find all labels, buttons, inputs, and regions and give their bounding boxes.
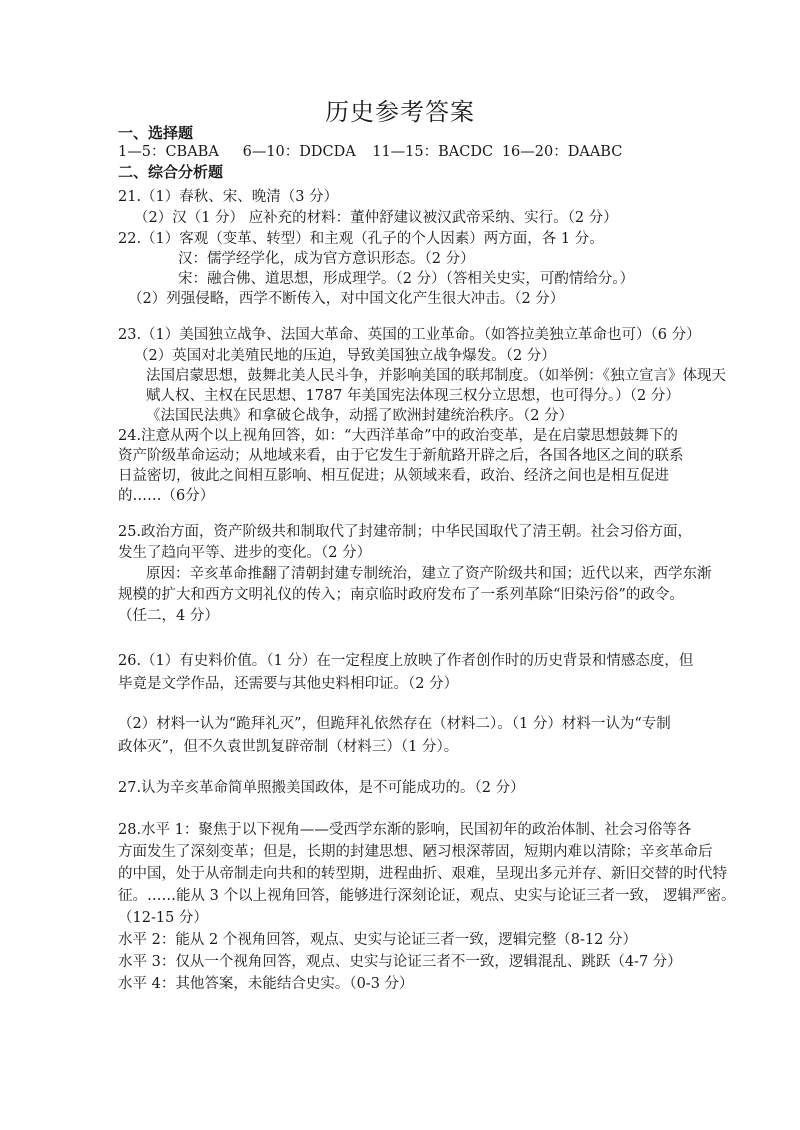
answer-line: 的中国，处于从帝制走向共和的转型期，进程曲折、艰难，呈现出多元并存、新旧交替的时代特 — [118, 866, 727, 882]
answer-line: 宋：融合佛、道思想，形成理学。（2 分）（答相关史实，可酌情给分。） — [178, 271, 635, 287]
answer-line: （2）列强侵略，西学不断传入，对中国文化产生很大冲击。（2 分） — [128, 291, 565, 307]
section-heading-choice: 一、选择题 — [118, 124, 194, 142]
answer-line: 28.水平 1：聚焦于以下视角——受西学东渐的影响，民国初年的政治体制、社会习俗等各 — [118, 822, 692, 838]
answer-line: （2）英国对北美殖民地的压迫，导致美国独立战争爆发。（2 分） — [134, 348, 556, 364]
answer-line: 发生了趋向平等、进步的变化。（2 分） — [118, 545, 372, 561]
answer-line: 赋人权、主权在民思想、1787 年美国宪法体现三权分立思想，也可得分。）（2 分） — [146, 388, 680, 404]
answer-line: 25.政治方面，资产阶级共和制取代了封建帝制；中华民国取代了清王朝。社会习俗方面， — [118, 524, 693, 540]
answer-line: 原因：辛亥革命推翻了清朝封建专制统治，建立了资产阶级共和国；近代以来，西学东渐 — [146, 566, 712, 582]
answer-line: 资产阶级革命运动；从地域来看，由于它发生于新航路开辟之后，各国各地区之间的联系 — [118, 448, 684, 464]
answer-line: （2）材料一认为“跪拜礼灭”，但跪拜礼依然存在（材料二）。（1 分）材料一认为“专制 — [118, 716, 671, 732]
answer-line: 规模的扩大和西方文明礼仪的传入；南京临时政府发布了一系列革除“旧染污俗”的政令。 — [118, 587, 684, 603]
answer-line: 日益密切，彼此之间相互影响、相互促进；从领域来看，政治、经济之间也是相互促进 — [118, 468, 669, 484]
answer-line: （任二，4 分） — [118, 608, 219, 624]
answer-line: （2）汉（1 分） 应补充的材料：董仲舒建议被汉武帝采纳、实行。（2 分） — [134, 210, 618, 226]
answer-line: 政体灭”，但不久袁世凯复辟帝制（材料三）（1 分）。 — [118, 739, 459, 755]
answer-line: 21.（1）春秋、宋、晚清（3 分） — [118, 189, 339, 205]
answer-line: 水平 4：其他答案，未能结合史实。（0-3 分） — [118, 976, 414, 992]
answer-line: 24.注意从两个以上视角回答，如：“大西洋革命”中的政治变革，是在启蒙思想鼓舞下的 — [118, 428, 678, 444]
answer-line: 《法国民法典》和拿破仑战争，动摇了欧洲封建统治秩序。（2 分） — [146, 408, 574, 424]
answer-line: 征。……能从 3 个以上视角回答，能够进行深刻论证，观点、史实与论证三者一致， 逻辑严密。 — [118, 888, 736, 904]
answer-line: 水平 3：仅从一个视角回答，观点、史实与论证三者不一致，逻辑混乱、跳跃（4-7 分） — [118, 954, 682, 970]
choice-answer-11-15: 11—15：BACDC — [372, 144, 494, 160]
choice-answer-16-20: 16—20：DAABC — [501, 144, 623, 160]
answer-line: 方面发生了深刻变革；但是，长期的封建思想、陋习根深蒂固，短期内难以清除；辛亥革命后 — [118, 844, 713, 860]
choice-answer-1-5: 1—5：CBABA — [118, 144, 219, 160]
page-title: 历史参考答案 — [325, 98, 475, 126]
answer-line: 26.（1）有史料价值。（1 分）在一定程度上放映了作者创作时的历史背景和情感态度，但 — [118, 653, 694, 669]
answer-line: 汉：儒学经学化，成为官方意识形态。（2 分） — [178, 251, 475, 267]
choice-answer-6-10: 6—10：DDCDA — [242, 144, 356, 160]
answer-line: 的……（6分） — [118, 488, 215, 504]
answer-line: 22.（1）客观（变革、转型）和主观（孔子的个人因素）两方面，各 1 分。 — [118, 231, 604, 247]
answer-line: 27.认为辛亥革命简单照搬美国政体，是不可能成功的。（2 分） — [118, 780, 525, 796]
answer-line: 毕竟是文学作品，还需要与其他史料相印证。（2 分） — [118, 676, 459, 692]
answer-line: 23.（1）美国独立战争、法国大革命、英国的工业革命。（如答拉美独立革命也可）（6 分） — [118, 327, 701, 343]
answer-line: 法国启蒙思想，鼓舞北美人民斗争，并影响美国的联邦制度。（如举例：《独立宣言》体现天 — [146, 368, 726, 384]
answer-line: 水平 2：能从 2 个视角回答，观点、史实与论证三者一致，逻辑完整（8-12 分） — [118, 932, 637, 948]
section-heading-analysis: 二、综合分析题 — [118, 163, 224, 181]
choice-answers-row — [118, 142, 622, 162]
answer-line: （12-15 分） — [118, 910, 208, 926]
